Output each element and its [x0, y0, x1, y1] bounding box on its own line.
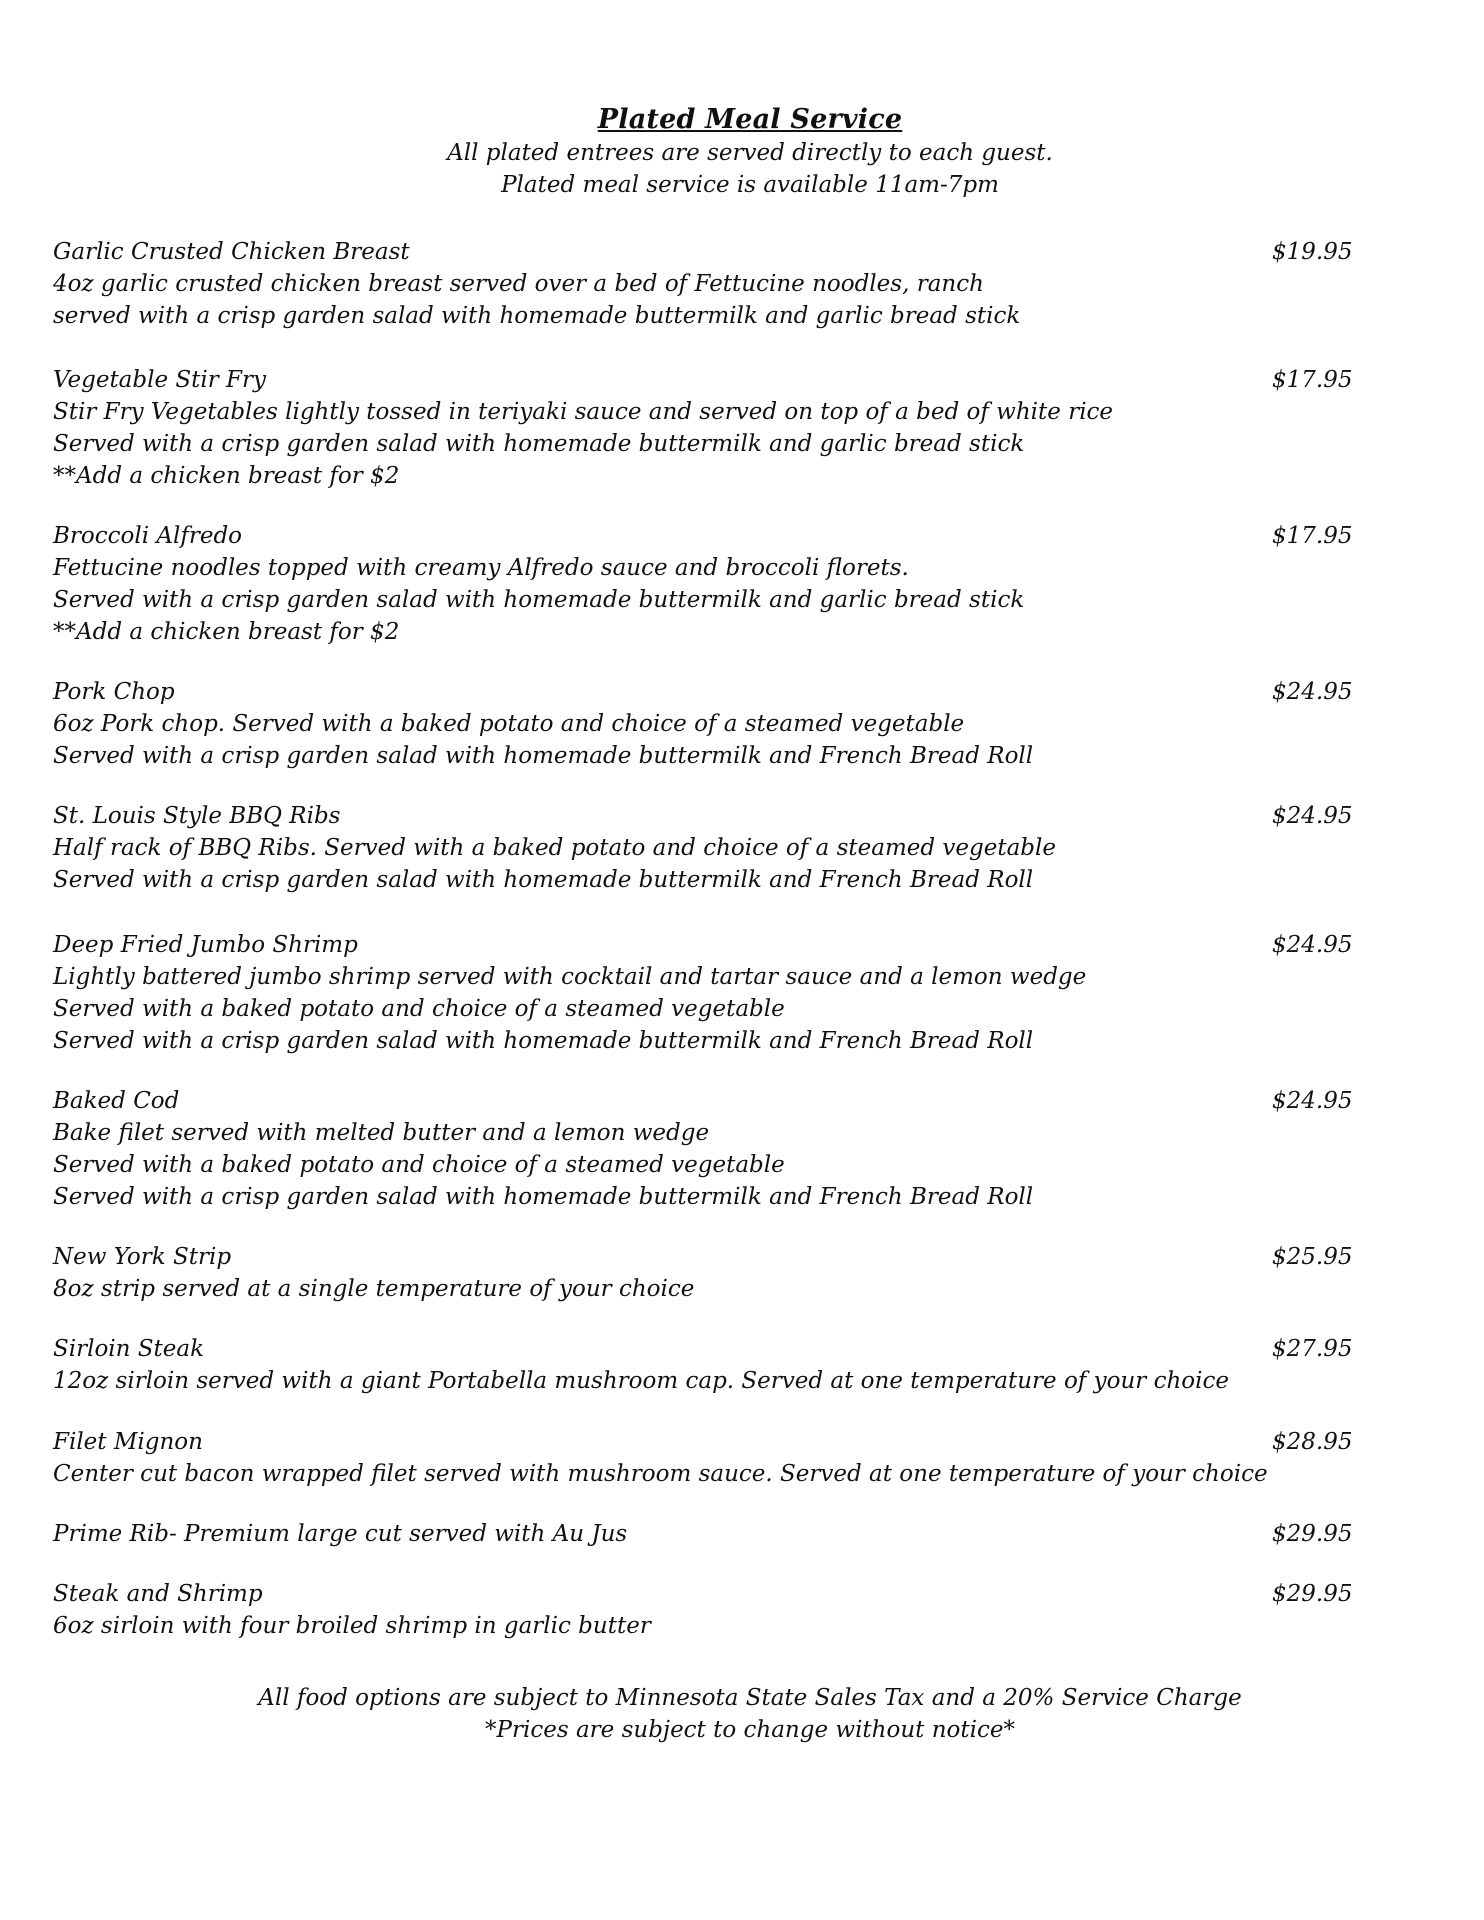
menu-item-name: Deep Fried Jumbo Shrimp [53, 932, 358, 958]
menu-item-name: New York Strip [53, 1244, 232, 1270]
menu-item-price: $17.95 [1272, 367, 1353, 393]
menu-item-name: Pork Chop [53, 679, 175, 705]
menu-item [53, 929, 1353, 1057]
menu-item-name: Filet Mignon [53, 1429, 203, 1455]
menu-item-price: $25.95 [1272, 1244, 1353, 1270]
menu-item-description-line: served with a crisp garden salad with homemade buttermilk and garlic bread stick [53, 303, 1021, 329]
menu-item-price: $24.95 [1272, 1088, 1353, 1114]
menu-item [53, 676, 1353, 772]
menu-item-price: $27.95 [1272, 1336, 1353, 1362]
menu-item-description-line: Fettucine noodles topped with creamy Alfredo sauce and broccoli florets. [53, 555, 909, 581]
menu-item-price: $28.95 [1272, 1429, 1353, 1455]
menu-item-price: $29.95 [1272, 1581, 1353, 1607]
menu-item-price: $24.95 [1272, 679, 1353, 705]
menu-item-name: St. Louis Style BBQ Ribs [53, 803, 341, 829]
menu-item-description-line: Served with a crisp garden salad with homemade buttermilk and French Bread Roll [53, 743, 1034, 769]
menu-item-description-line: Served with a baked potato and choice of a steamed vegetable [53, 1152, 785, 1178]
menu-item-addon-note: **Add a chicken breast for $2 [53, 619, 400, 645]
menu-item-description-line: Stir Fry Vegetables lightly tossed in teriyaki sauce and served on top of a bed of white rice [53, 399, 1114, 425]
menu-item-name: Baked Cod [53, 1088, 180, 1114]
menu-item [53, 236, 1353, 332]
menu-items-list [53, 236, 1353, 1642]
menu-item-description-line: Served with a crisp garden salad with homemade buttermilk and garlic bread stick [53, 587, 1025, 613]
menu-item-price: $24.95 [1272, 932, 1353, 958]
menu-item-description-line: 12oz sirloin served with a giant Portabella mushroom cap. Served at one temperature of your choice [53, 1368, 1229, 1394]
subtitle-service-note: All plated entrees are served directly to each guest. [447, 140, 1053, 166]
menu-item-name: Broccoli Alfredo [53, 523, 243, 549]
menu-item-price: $24.95 [1272, 803, 1353, 829]
menu-item-description-line: Served with a crisp garden salad with homemade buttermilk and French Bread Roll [53, 867, 1034, 893]
menu-item [53, 1518, 1353, 1550]
price-change-note: *Prices are subject to change without notice* [485, 1717, 1015, 1743]
menu-item [53, 1426, 1353, 1490]
page-title: Plated Meal Service [597, 104, 903, 135]
menu-item [53, 800, 1353, 896]
menu-item [53, 364, 1353, 492]
menu-item-description-line: Served with a crisp garden salad with homemade buttermilk and French Bread Roll [53, 1184, 1034, 1210]
menu-footer [0, 1682, 1484, 1746]
menu-item-price: $17.95 [1272, 523, 1353, 549]
menu-item [53, 520, 1353, 648]
menu-item-name: Prime Rib- Premium large cut served with Au Jus [53, 1521, 628, 1547]
menu-item-name: Garlic Crusted Chicken Breast [53, 239, 410, 265]
menu-item-name: Vegetable Stir Fry [53, 367, 267, 393]
menu-item-description-line: Served with a crisp garden salad with homemade buttermilk and garlic bread stick [53, 431, 1025, 457]
menu-item [53, 1241, 1353, 1305]
menu-item-addon-note: **Add a chicken breast for $2 [53, 463, 400, 489]
menu-item-description-line: 8oz strip served at a single temperature of your choice [53, 1276, 695, 1302]
menu-item-price: $29.95 [1272, 1521, 1353, 1547]
menu-item [53, 1578, 1353, 1642]
menu-item [53, 1085, 1353, 1213]
menu-item-description-line: Lightly battered jumbo shrimp served with cocktail and tartar sauce and a lemon wedge [53, 964, 1087, 990]
menu-item-description-line: Center cut bacon wrapped filet served with mushroom sauce. Served at one temperature of your choice [53, 1461, 1268, 1487]
menu-item-description-line: Served with a crisp garden salad with homemade buttermilk and French Bread Roll [53, 1028, 1034, 1054]
tax-service-note: All food options are subject to Minnesota State Sales Tax and a 20% Service Charge [258, 1685, 1242, 1711]
menu-item-name: Sirloin Steak [53, 1336, 205, 1362]
menu-item-description-line: 6oz Pork chop. Served with a baked potato and choice of a steamed vegetable [53, 711, 965, 737]
menu-item-description-line: Served with a baked potato and choice of a steamed vegetable [53, 996, 785, 1022]
menu-item-description-line: Bake filet served with melted butter and a lemon wedge [53, 1120, 710, 1146]
menu-item-description-line: Half rack of BBQ Ribs. Served with a baked potato and choice of a steamed vegetable [53, 835, 1056, 861]
menu-item [53, 1333, 1353, 1397]
subtitle-availability: Plated meal service is available 11am-7pm [501, 172, 999, 198]
menu-item-name: Steak and Shrimp [53, 1581, 263, 1607]
menu-item-description-line: 6oz sirloin with four broiled shrimp in garlic butter [53, 1613, 651, 1639]
menu-item-description-line: 4oz garlic crusted chicken breast served over a bed of Fettucine noodles, ranch [53, 271, 984, 297]
menu-header [0, 103, 1484, 201]
menu-item-price: $19.95 [1272, 239, 1353, 265]
